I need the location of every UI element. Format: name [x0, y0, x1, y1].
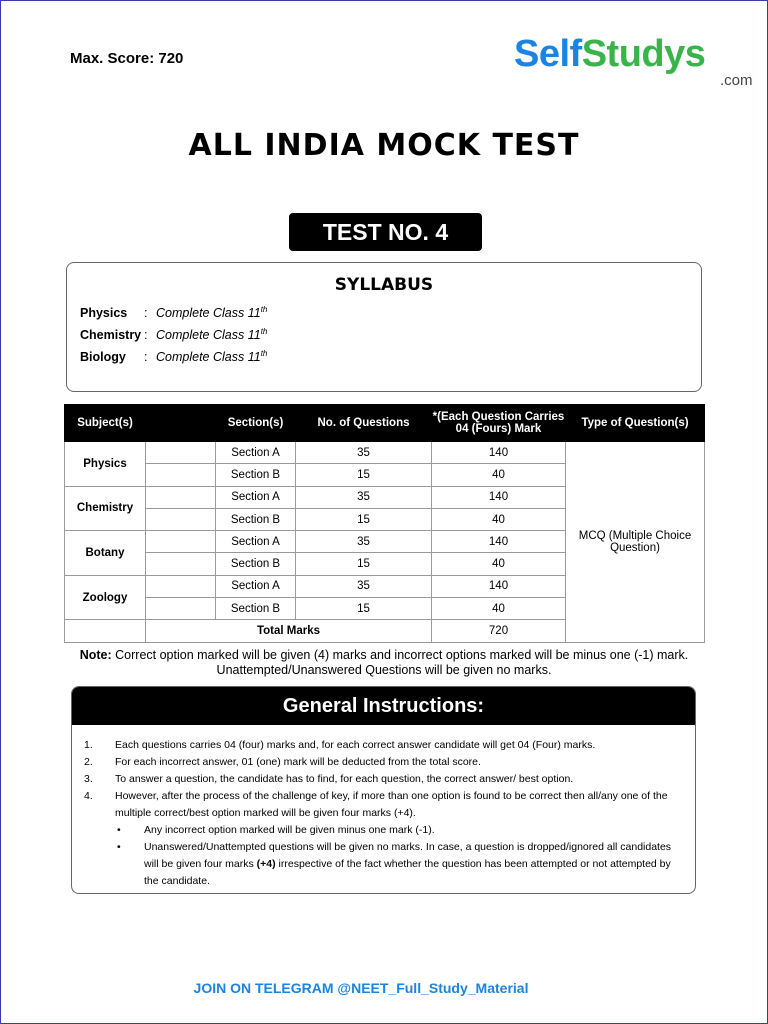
total-marks-label: Total Marks [146, 620, 432, 642]
instruction-sub-item: • Any incorrect option marked will be given minus one mark (-1). [84, 822, 684, 839]
syllabus-row-chemistry [80, 327, 267, 342]
syllabus-desc: Complete Class 11th [156, 349, 268, 365]
section-cell: Section B [216, 464, 296, 486]
instruction-number: 2. [84, 756, 93, 768]
instruction-item: 2. For each incorrect answer, 01 (one) mark will be deducted from the total score. [84, 754, 684, 771]
section-cell: Section A [216, 486, 296, 508]
instruction-number: 1. [84, 739, 93, 751]
instructions-list [84, 737, 684, 890]
col-header-section: Section(s) [216, 405, 296, 442]
subject-cell: Botany [65, 531, 146, 576]
marks-table [64, 404, 705, 643]
syllabus-subject: Chemistry [80, 328, 142, 343]
questions-cell: 35 [296, 531, 432, 553]
marks-cell: 40 [432, 598, 566, 620]
syllabus-row-biology [80, 349, 267, 364]
table-row [65, 442, 705, 464]
logo-studys: Studys [581, 33, 706, 75]
question-type-cell: MCQ (Multiple Choice Question) [566, 442, 705, 643]
section-cell: Section B [216, 508, 296, 530]
syllabus-subject: Biology [80, 350, 126, 365]
general-instructions-heading: General Instructions: [72, 687, 695, 725]
col-header-blank [146, 405, 216, 442]
section-cell: Section B [216, 598, 296, 620]
questions-cell: 15 [296, 508, 432, 530]
blank-cell [146, 486, 216, 508]
bullet-icon: • [117, 841, 121, 853]
syllabus-box [66, 262, 702, 392]
subject-cell: Chemistry [65, 486, 146, 531]
col-header-type: Type of Question(s) [566, 405, 705, 442]
general-instructions-box [71, 686, 696, 894]
syllabus-row-physics [80, 305, 267, 320]
section-cell: Section A [216, 575, 296, 597]
logo-com: .com [720, 72, 753, 89]
selfstudys-logo[interactable] [514, 32, 764, 92]
table-header-row [65, 405, 705, 442]
syllabus-subject: Physics [80, 306, 128, 321]
syllabus-heading: SYLLABUS [334, 275, 434, 295]
blank-cell [146, 508, 216, 530]
marks-cell: 40 [432, 553, 566, 575]
section-cell: Section B [216, 553, 296, 575]
subject-cell: Physics [65, 442, 146, 487]
blank-cell [146, 442, 216, 464]
marks-cell: 140 [432, 531, 566, 553]
col-header-questions: No. of Questions [296, 405, 432, 442]
questions-cell: 35 [296, 575, 432, 597]
instruction-item: 4. However, after the process of the challenge of key, if more than one option is found to be correct then all/any one of the multiple correct/best option marked will be given four marks (+4). [84, 790, 668, 819]
note [0, 648, 768, 678]
marks-cell: 40 [432, 508, 566, 530]
marks-cell: 140 [432, 486, 566, 508]
syllabus-colon: : [144, 328, 148, 343]
logo-self: Self [514, 33, 582, 75]
marks-cell: 40 [432, 464, 566, 486]
questions-cell: 15 [296, 598, 432, 620]
subject-cell: Zoology [65, 575, 146, 620]
note-line-2: Unattempted/Unanswered Questions will be given no marks. [216, 663, 552, 677]
blank-cell [146, 531, 216, 553]
section-cell: Section A [216, 531, 296, 553]
questions-cell: 15 [296, 464, 432, 486]
blank-cell [146, 464, 216, 486]
max-score: Max. Score: 720 [70, 50, 184, 67]
instruction-number: 4. [84, 790, 93, 802]
syllabus-colon: : [144, 306, 148, 321]
col-header-subject: Subject(s) [65, 405, 146, 442]
questions-cell: 15 [296, 553, 432, 575]
instruction-item: 3. To answer a question, the candidate has to find, for each question, the correct answer/ best option. [84, 771, 684, 788]
blank-cell [65, 620, 146, 642]
note-line-1: Note: Correct option marked will be given (4) marks and incorrect options marked will be minus one (-1) mark. [79, 648, 689, 662]
questions-cell: 35 [296, 486, 432, 508]
syllabus-desc: Complete Class 11th [156, 305, 268, 321]
blank-cell [146, 575, 216, 597]
instruction-sub-item: • Unanswered/Unattempted questions will be given no marks. In case, a question is dropped/ignored all candidates will be given four marks (+4) irrespective of the fact whether the question has been attempted or not attempted by the candidate. [117, 841, 672, 887]
blank-cell [146, 553, 216, 575]
blank-cell [146, 598, 216, 620]
total-marks-value: 720 [432, 620, 566, 642]
syllabus-colon: : [144, 350, 148, 365]
note-label: Note: [79, 648, 112, 662]
col-header-marks: *(Each Question Carries 04 (Fours) Mark [432, 405, 566, 442]
page-title: ALL INDIA MOCK TEST [188, 128, 580, 163]
marks-cell: 140 [432, 575, 566, 597]
marks-cell: 140 [432, 442, 566, 464]
section-cell: Section A [216, 442, 296, 464]
questions-cell: 35 [296, 442, 432, 464]
test-number-badge: TEST NO. 4 [289, 213, 482, 251]
instruction-item: 1. Each questions carries 04 (four) marks and, for each correct answer candidate will get 04 (Four) marks. [84, 737, 684, 754]
syllabus-desc: Complete Class 11th [156, 327, 268, 343]
telegram-link[interactable]: JOIN ON TELEGRAM @NEET_Full_Study_Material [193, 980, 529, 996]
logo-wordmark [514, 32, 764, 76]
instruction-number: 3. [84, 773, 93, 785]
bullet-icon: • [117, 824, 121, 836]
